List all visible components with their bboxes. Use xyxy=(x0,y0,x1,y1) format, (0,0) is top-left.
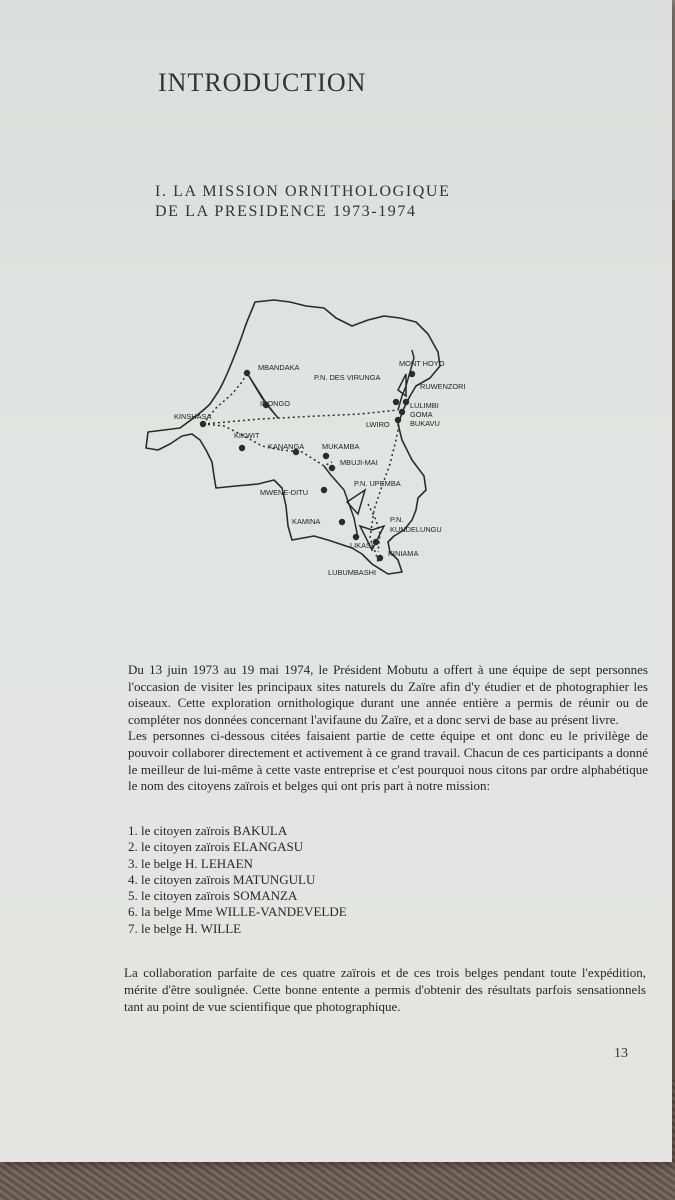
route-lines xyxy=(203,350,414,562)
label-goma: GOMA xyxy=(410,410,433,419)
label-kiniama: KINIAMA xyxy=(388,549,419,558)
label-kikwit: KIKWIT xyxy=(234,431,260,440)
list-item: 3. le belge H. LEHAEN xyxy=(128,855,253,871)
closing-paragraph: La collaboration parfaite de ces quatre zaïrois et de ces trois belges pendant toute l'expédition, mérite d'être soulignée. Cette bonne entente a permis d'obtenir des résultats parfois sensationnels tant au point de vue scientifique que photographique. xyxy=(124,965,646,1014)
list-item: 5. le citoyen zaïrois SOMANZA xyxy=(128,888,298,904)
list-item: 2. le citoyen zaïrois ELANGASU xyxy=(128,839,304,855)
label-pn-virunga: P.N. DES VIRUNGA xyxy=(314,373,381,382)
list-item: 7. le belge H. WILLE xyxy=(128,920,242,936)
label-mwene-ditu: MWENE-DITU xyxy=(260,488,309,497)
label-kundelungu: KUNDELUNGU xyxy=(390,525,442,534)
label-kananga: KANANGA xyxy=(268,442,305,451)
intro-text xyxy=(128,662,648,795)
label-lubumbashi: LUBUMBASHI xyxy=(328,568,377,577)
label-inongo: INONGO xyxy=(260,399,290,408)
section-title xyxy=(155,182,450,222)
label-likasi: LIKASI xyxy=(350,541,374,550)
label-pn-upemba: P.N. UPEMBA xyxy=(354,479,401,488)
label-mont-hoyo: MONT HOYO xyxy=(399,359,445,368)
page-heading: INTRODUCTION xyxy=(158,68,367,97)
list-item: 6. la belge Mme WILLE-VANDEVELDE xyxy=(128,904,347,920)
label-mukamba: MUKAMBA xyxy=(322,442,360,451)
label-lulimbi: LULIMBI xyxy=(410,401,439,410)
label-kamina: KAMINA xyxy=(292,517,321,526)
label-bukavu: BUKAVU xyxy=(410,419,440,428)
section-title-line-1: I. LA MISSION ORNITHOLOGIQUE xyxy=(155,183,451,200)
route-stops xyxy=(200,370,415,561)
section-title-line-2: DE LA PRESIDENCE 1973-1974 xyxy=(155,203,417,220)
member-list xyxy=(128,823,528,937)
label-ruwenzori: RUWENZORI xyxy=(420,382,466,391)
label-mbuji-mai: MBUJI-MAI xyxy=(340,458,378,467)
list-item: 4. le citoyen zaïrois MATUNGULU xyxy=(128,871,316,887)
page-number: 13 xyxy=(614,1046,628,1061)
label-lwiro: LWIRO xyxy=(366,420,390,429)
expedition-route-map xyxy=(140,290,520,590)
label-pn: P.N. xyxy=(390,515,404,524)
label-kinshasa: KINSHASA xyxy=(174,412,212,421)
label-mbandaka: MBANDAKA xyxy=(258,363,300,372)
list-item: 1. le citoyen zaïrois BAKULA xyxy=(128,823,288,838)
paragraph: Les personnes ci-dessous citées faisaient partie de cette équipe et ont donc eu le privilège de pouvoir collaborer directement et activement à ce grand travail. Chacun de ces participants a donné le meilleur de lui-même à cette vaste entreprise et c'est pourquoi nous citons par ordre alphabétique le nom des citoyens zaïrois et belges qui ont pris part à notre mission: xyxy=(128,728,648,794)
paragraph: Du 13 juin 1973 au 19 mai 1974, le Président Mobutu a offert à une équipe de sept personnes l'occasion de visiter les principaux sites naturels du Zaïre afin d'y étudier et de photographier les oiseaux. Cette exploration ornithologique durant une année entière a permis de réunir ou de compléter nos données concernant l'avifaune du Zaïre, et a donc servi de base au présent livre. xyxy=(128,662,648,727)
